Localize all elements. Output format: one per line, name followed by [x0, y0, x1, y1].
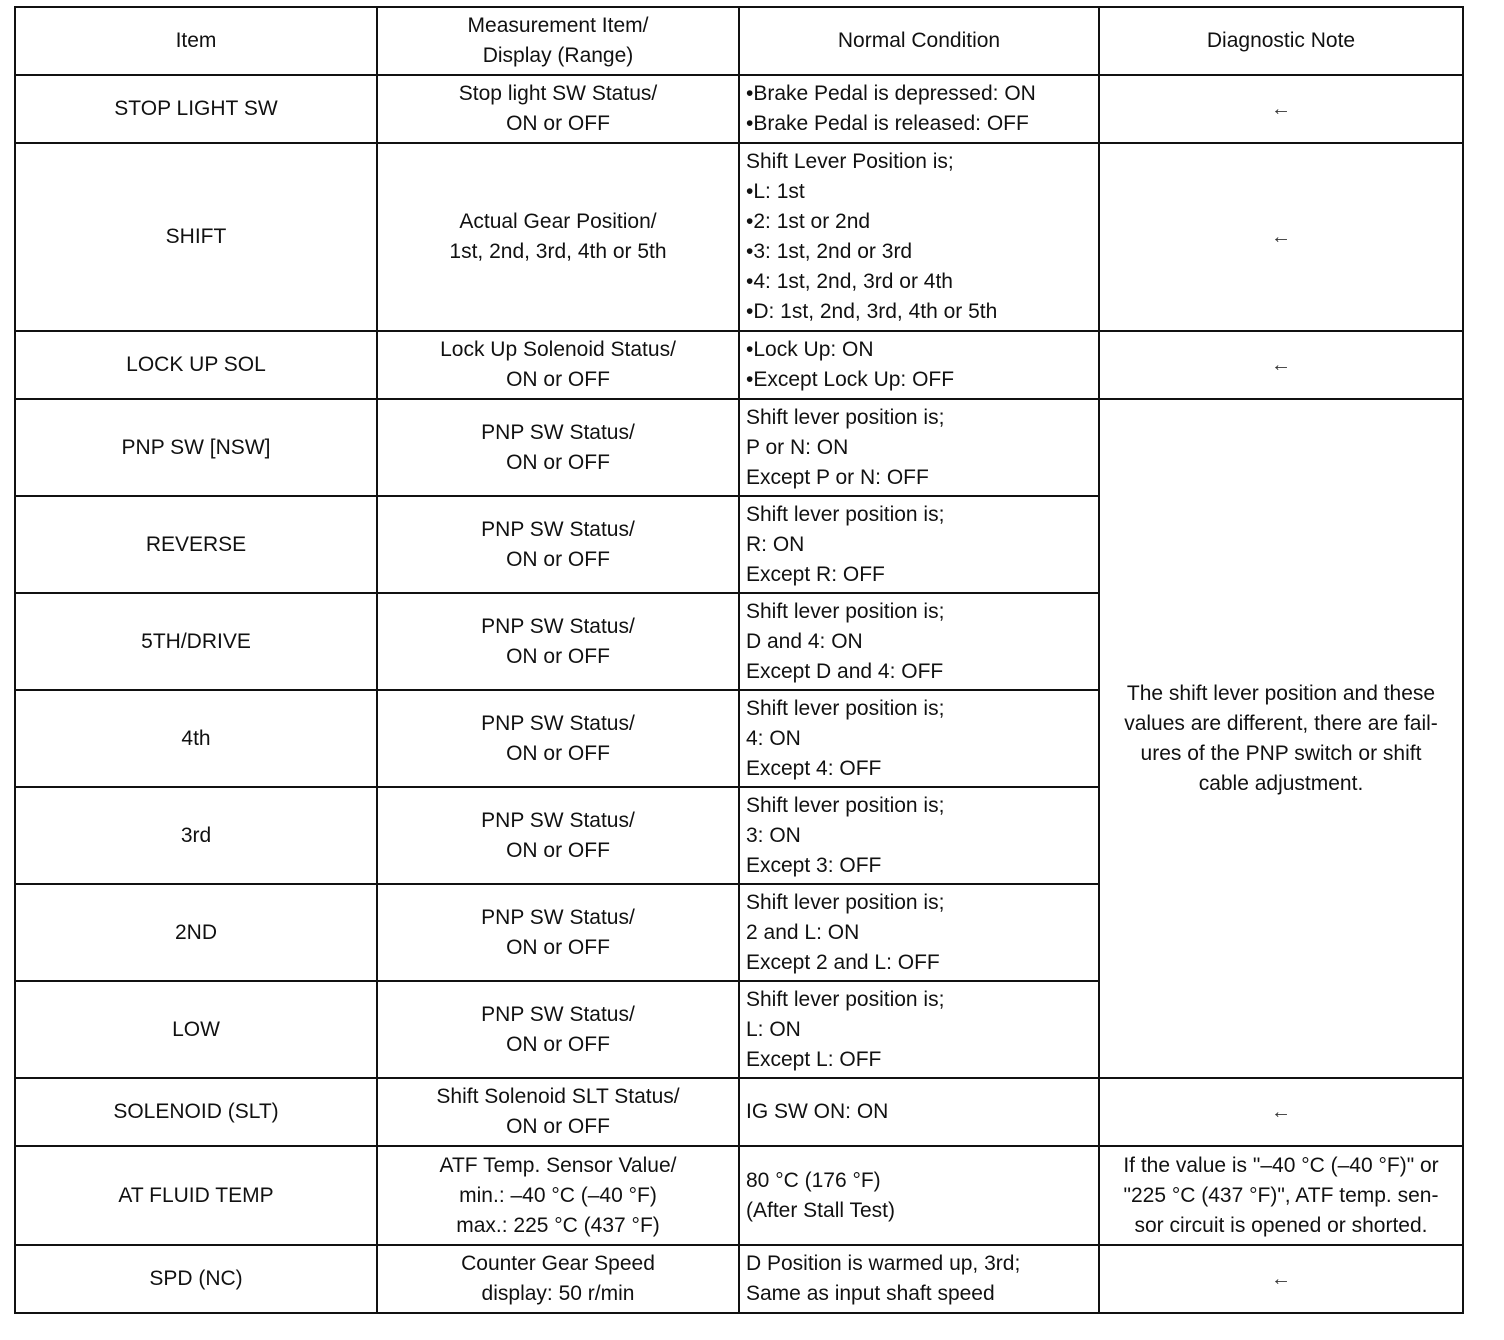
item-cell: SOLENOID (SLT): [15, 1078, 377, 1146]
item-cell: AT FLUID TEMP: [15, 1146, 377, 1245]
condition-line: D Position is warmed up, 3rd;: [746, 1252, 1021, 1275]
measurement-line: ON or OFF: [506, 1032, 610, 1056]
note-line: The shift lever position and these: [1126, 681, 1436, 705]
item-cell: 2ND: [15, 884, 377, 981]
measurement-line: display: 50 r/min: [481, 1282, 635, 1305]
data-list-table: [14, 6, 1464, 1314]
condition-line: •Brake Pedal is released: OFF: [746, 112, 1029, 135]
normal-condition-cell: [739, 884, 1099, 981]
measurement-cell: [377, 884, 739, 981]
table-row: [15, 1146, 1463, 1245]
measurement-line: ON or OFF: [506, 935, 610, 959]
table-row: [15, 399, 1463, 496]
condition-line: Except 4: OFF: [746, 756, 882, 780]
same-as-above-arrow-icon: ←: [1099, 143, 1463, 331]
measurement-line: PNP SW Status/: [481, 517, 635, 541]
measurement-cell: [377, 331, 739, 399]
note-line: values are different, there are fail-: [1124, 711, 1438, 735]
measurement-line: Actual Gear Position/: [459, 210, 657, 233]
condition-line: •2: 1st or 2nd: [746, 210, 871, 233]
measurement-line: PNP SW Status/: [481, 711, 635, 735]
measurement-line: PNP SW Status/: [481, 420, 635, 444]
condition-line: 3: ON: [746, 823, 801, 847]
item-cell: LOW: [15, 981, 377, 1078]
normal-condition-cell: [739, 143, 1099, 331]
header-diagnostic-note: Diagnostic Note: [1099, 7, 1463, 75]
normal-condition-cell: [739, 496, 1099, 593]
condition-line: 80 °C (176 °F): [746, 1168, 881, 1192]
condition-line: •4: 1st, 2nd, 3rd or 4th: [746, 270, 953, 293]
measurement-cell: [377, 1245, 739, 1313]
condition-line: Shift lever position is;: [746, 890, 945, 914]
measurement-cell: [377, 1146, 739, 1245]
measurement-line: max.: 225 °C (437 °F): [456, 1213, 660, 1237]
condition-line: Except P or N: OFF: [746, 465, 929, 489]
condition-line: Shift lever position is;: [746, 405, 945, 429]
normal-condition-cell: [739, 331, 1099, 399]
measurement-line: Counter Gear Speed: [461, 1252, 655, 1275]
header-measurement-line: Measurement Item/: [467, 14, 649, 37]
header-measurement-line: Display (Range): [482, 44, 634, 67]
normal-condition-cell: [739, 593, 1099, 690]
condition-line: •Brake Pedal is depressed: ON: [746, 82, 1036, 105]
measurement-cell: [377, 1078, 739, 1146]
measurement-line: PNP SW Status/: [481, 808, 635, 832]
header-row: [15, 7, 1463, 75]
same-as-above-arrow-icon: ←: [1099, 1078, 1463, 1146]
item-cell: REVERSE: [15, 496, 377, 593]
item-cell: PNP SW [NSW]: [15, 399, 377, 496]
table-row: [15, 331, 1463, 399]
measurement-line: ON or OFF: [506, 450, 610, 474]
measurement-line: ON or OFF: [506, 368, 610, 391]
condition-line: •L: 1st: [746, 180, 805, 203]
measurement-line: ATF Temp. Sensor Value/: [439, 1153, 677, 1177]
measurement-cell: [377, 787, 739, 884]
measurement-cell: [377, 593, 739, 690]
measurement-line: Stop light SW Status/: [458, 82, 658, 105]
header-item: Item: [15, 7, 377, 75]
measurement-line: ON or OFF: [506, 112, 610, 135]
measurement-line: Shift Solenoid SLT Status/: [436, 1085, 680, 1108]
normal-condition-cell: [739, 787, 1099, 884]
condition-line: Except 2 and L: OFF: [746, 950, 940, 974]
item-cell: SHIFT: [15, 143, 377, 331]
condition-line: •Lock Up: ON: [746, 338, 874, 361]
normal-condition-cell: [739, 690, 1099, 787]
measurement-line: PNP SW Status/: [481, 905, 635, 929]
measurement-cell: [377, 690, 739, 787]
condition-line: P or N: ON: [746, 435, 849, 459]
item-cell: 3rd: [15, 787, 377, 884]
table-row: [15, 1245, 1463, 1313]
measurement-line: PNP SW Status/: [481, 614, 635, 638]
condition-line: Shift lever position is;: [746, 987, 945, 1011]
table-row: [15, 143, 1463, 331]
condition-line: •D: 1st, 2nd, 3rd, 4th or 5th: [746, 300, 998, 323]
diagnostic-table-page: [14, 6, 1462, 1314]
measurement-line: ON or OFF: [506, 1115, 610, 1138]
note-line: sor circuit is opened or shorted.: [1134, 1213, 1428, 1237]
condition-line: 2 and L: ON: [746, 920, 860, 944]
measurement-line: ON or OFF: [506, 547, 610, 571]
measurement-line: ON or OFF: [506, 644, 610, 668]
measurement-cell: [377, 75, 739, 143]
item-cell: 4th: [15, 690, 377, 787]
condition-line: Shift lever position is;: [746, 793, 945, 817]
same-as-above-arrow-icon: ←: [1099, 75, 1463, 143]
pnp-diagnostic-note-cell: [1099, 399, 1463, 1078]
measurement-cell: [377, 399, 739, 496]
normal-condition-cell: [739, 981, 1099, 1078]
header-normal-condition: Normal Condition: [739, 7, 1099, 75]
normal-condition-cell: [739, 1245, 1099, 1313]
measurement-cell: [377, 143, 739, 331]
normal-condition-cell: [739, 399, 1099, 496]
condition-line: Except D and 4: OFF: [746, 659, 944, 683]
note-line: cable adjustment.: [1198, 771, 1364, 795]
condition-line: Shift lever position is;: [746, 599, 945, 623]
same-as-above-arrow-icon: ←: [1099, 331, 1463, 399]
condition-line: D and 4: ON: [746, 629, 863, 653]
diagnostic-note-cell: [1099, 1146, 1463, 1245]
measurement-line: 1st, 2nd, 3rd, 4th or 5th: [449, 240, 667, 263]
measurement-line: Lock Up Solenoid Status/: [440, 338, 676, 361]
measurement-line: ON or OFF: [506, 741, 610, 765]
condition-line: •3: 1st, 2nd or 3rd: [746, 240, 913, 263]
header-measurement: [377, 7, 739, 75]
condition-line: R: ON: [746, 532, 805, 556]
condition-line: 4: ON: [746, 726, 801, 750]
note-line: ures of the PNP switch or shift: [1140, 741, 1422, 765]
item-cell: STOP LIGHT SW: [15, 75, 377, 143]
normal-condition-cell: [739, 1146, 1099, 1245]
condition-line: •Except Lock Up: OFF: [746, 368, 955, 391]
item-cell: LOCK UP SOL: [15, 331, 377, 399]
condition-line: Shift lever position is;: [746, 696, 945, 720]
condition-line: (After Stall Test): [746, 1198, 895, 1222]
condition-line: Except R: OFF: [746, 562, 885, 586]
measurement-line: min.: –40 °C (–40 °F): [459, 1183, 657, 1207]
measurement-line: ON or OFF: [506, 838, 610, 862]
table-row: [15, 1078, 1463, 1146]
item-cell: SPD (NC): [15, 1245, 377, 1313]
condition-line: Same as input shaft speed: [746, 1282, 995, 1305]
condition-line: Except L: OFF: [746, 1047, 882, 1071]
condition-line: Shift Lever Position is;: [746, 150, 954, 173]
condition-line: IG SW ON: ON: [746, 1100, 889, 1123]
same-as-above-arrow-icon: ←: [1099, 1245, 1463, 1313]
condition-line: Except 3: OFF: [746, 853, 882, 877]
normal-condition-cell: [739, 1078, 1099, 1146]
condition-line: Shift lever position is;: [746, 502, 945, 526]
note-line: If the value is "–40 °C (–40 °F)" or: [1123, 1153, 1439, 1177]
note-line: "225 °C (437 °F)", ATF temp. sen-: [1123, 1183, 1439, 1207]
measurement-line: PNP SW Status/: [481, 1002, 635, 1026]
normal-condition-cell: [739, 75, 1099, 143]
condition-line: L: ON: [746, 1017, 801, 1041]
measurement-cell: [377, 496, 739, 593]
table-row: [15, 75, 1463, 143]
item-cell: 5TH/DRIVE: [15, 593, 377, 690]
measurement-cell: [377, 981, 739, 1078]
